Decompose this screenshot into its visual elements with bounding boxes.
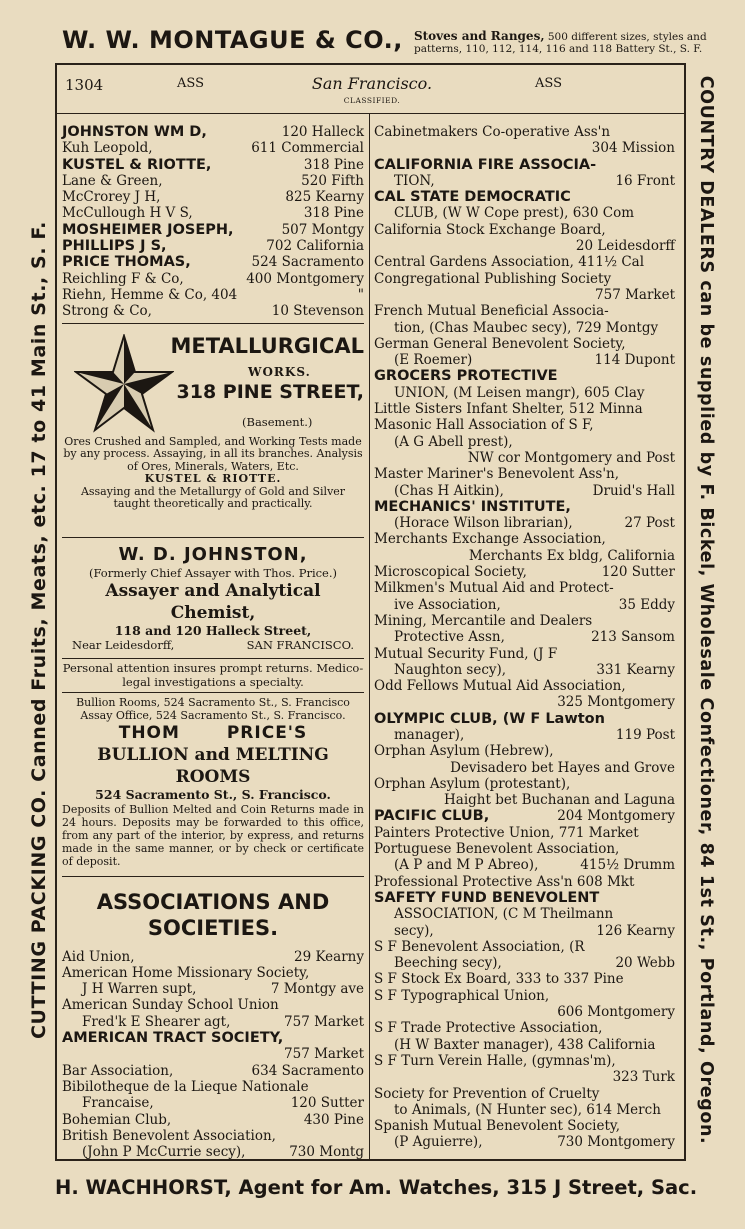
entry-address: 611 Commercial bbox=[251, 140, 364, 157]
directory-entry bbox=[62, 271, 364, 287]
entry-name: Protective Assn, bbox=[394, 629, 505, 646]
association-entry bbox=[374, 336, 675, 369]
entry-line: Orphan Asylum (protestant), bbox=[374, 775, 571, 792]
entry-address: Devisadero bet Hayes and Grove bbox=[450, 759, 675, 776]
entry-address: 323 Turk bbox=[612, 1069, 675, 1086]
bottom-advertisement: H. WACHHORST, Agent for Am. Watches, 315 J Street, Sac. bbox=[55, 1176, 698, 1199]
ad-separator bbox=[62, 537, 364, 538]
directory-entry bbox=[62, 222, 364, 238]
entry-line bbox=[374, 483, 675, 499]
entry-line: Congregational Publishing Society bbox=[374, 270, 612, 287]
entry-name: secy), bbox=[394, 922, 434, 939]
entry-line: S F Turn Verein Halle, (gymnas'm), bbox=[374, 1052, 616, 1069]
entry-line: MECHANICS' INSTITUTE, bbox=[374, 498, 571, 515]
entry-line bbox=[374, 564, 675, 580]
association-entry bbox=[374, 874, 675, 890]
association-entry bbox=[374, 971, 675, 987]
left-directory-list bbox=[62, 124, 364, 320]
entry-line bbox=[374, 857, 675, 873]
entry-name: Lane & Green, bbox=[62, 172, 163, 189]
entry-line bbox=[374, 727, 675, 743]
entry-line bbox=[374, 1134, 675, 1150]
entry-line: Cabinetmakers Co-operative Ass'n bbox=[374, 124, 611, 140]
association-entry bbox=[62, 1063, 364, 1079]
header-classified: CLASSIFIED. bbox=[343, 96, 401, 105]
johnston-role: Assayer and Analytical Chemist, bbox=[105, 580, 321, 623]
johnston-note: Personal attention insures prompt returns. Medico-legal investigations a specialty. bbox=[62, 660, 364, 689]
entry-address: 10 Stevenson bbox=[271, 303, 364, 320]
johnston-title: W. D. JOHNSTON, bbox=[118, 543, 308, 565]
entry-line: to Animals, (N Hunter sec), 614 Merch bbox=[394, 1101, 661, 1118]
right-column bbox=[374, 124, 675, 1151]
entry-name: (John P McCurrie secy), bbox=[82, 1144, 246, 1161]
association-entry bbox=[374, 580, 675, 613]
association-entry bbox=[62, 1112, 364, 1128]
header-city: San Francisco. bbox=[311, 74, 433, 93]
entry-address: 126 Kearny bbox=[596, 922, 675, 939]
entry-name: Fred'k E Shearer agt, bbox=[82, 1013, 231, 1030]
association-entry bbox=[374, 254, 675, 270]
directory-entry bbox=[62, 254, 364, 270]
association-entry bbox=[374, 417, 675, 466]
johnston-near: Near Leidesdorff, bbox=[72, 637, 175, 652]
entry-address: 120 Sutter bbox=[601, 564, 675, 581]
entry-line bbox=[374, 515, 675, 531]
entry-address: Druid's Hall bbox=[592, 482, 675, 499]
association-entry bbox=[374, 401, 675, 417]
entry-address: 634 Sacramento bbox=[251, 1062, 364, 1079]
association-entry bbox=[374, 825, 675, 841]
entry-line bbox=[374, 629, 675, 645]
entry-line: Society for Prevention of Cruelty bbox=[374, 1085, 600, 1102]
entry-line: American Sunday School Union bbox=[62, 997, 279, 1014]
entry-line: Milkmen's Mutual Aid and Protect- bbox=[374, 580, 614, 597]
entry-name: (E Roemer) bbox=[394, 352, 473, 369]
entry-line: Painters Protective Union, 771 Market bbox=[374, 824, 639, 841]
entry-name: Aid Union, bbox=[62, 948, 135, 965]
entry-address: 331 Kearny bbox=[596, 661, 675, 678]
entry-line: SAFETY FUND BENEVOLENT bbox=[374, 889, 600, 906]
association-entry bbox=[374, 841, 675, 874]
association-entry bbox=[374, 678, 675, 711]
price-subtitle: BULLION and MELTING ROOMS bbox=[97, 744, 329, 787]
left-association-list bbox=[62, 949, 364, 1161]
price-ad bbox=[62, 696, 364, 868]
header-guide-left: ASS bbox=[177, 76, 204, 91]
entry-line: Bibilotheque de la Lieque Nationale bbox=[62, 1078, 309, 1095]
left-column bbox=[62, 124, 364, 1160]
top-advertisement bbox=[62, 26, 707, 62]
entry-line bbox=[62, 1112, 364, 1128]
association-entry bbox=[374, 368, 675, 401]
entry-address: 7 Montgy ave bbox=[270, 981, 364, 998]
entry-line: UNION, (M Leisen mangr), 605 Clay bbox=[394, 384, 645, 401]
entry-line: (H W Baxter manager), 438 California bbox=[394, 1036, 656, 1053]
entry-name: Naughton secy), bbox=[394, 661, 507, 678]
johnston-street: 118 and 120 Halleck Street, bbox=[114, 622, 312, 638]
column-divider bbox=[369, 113, 370, 1159]
montague-details bbox=[414, 30, 707, 55]
entry-address: 16 Front bbox=[615, 172, 675, 189]
side-advertisement-right: COUNTRY DEALERS can be supplied by F. Bickel, Wholesale Confectioner, 84 1st St., Portland, Oregon. bbox=[696, 75, 716, 1145]
entry-line: Merchants Exchange Association, bbox=[374, 531, 606, 548]
directory-entry bbox=[62, 140, 364, 156]
directory-entry bbox=[62, 238, 364, 254]
metallurgical-title: METALLURGICAL bbox=[170, 333, 364, 358]
entry-address: 825 Kearny bbox=[285, 189, 364, 206]
entry-address: NW cor Montgomery and Post bbox=[467, 449, 675, 466]
entry-name: Kuh Leopold, bbox=[62, 140, 153, 157]
ad-separator bbox=[62, 692, 364, 693]
association-entry bbox=[374, 743, 675, 776]
association-entry bbox=[62, 997, 364, 1030]
entry-line bbox=[62, 981, 364, 997]
montague-bold: Stoves and Ranges, bbox=[413, 29, 545, 43]
entry-line: Little Sisters Infant Shelter, 512 Minna bbox=[374, 401, 643, 418]
entry-address: 757 Market bbox=[284, 1046, 364, 1063]
entry-name: (P Aguierre), bbox=[394, 1134, 483, 1151]
entry-line: ASSOCIATION, (C M Theilmann bbox=[394, 906, 614, 923]
entry-address: 20 Leidesdorff bbox=[575, 238, 675, 255]
entry-line: S F Trade Protective Association, bbox=[374, 1020, 603, 1037]
entry-line: AMERICAN TRACT SOCIETY, bbox=[62, 1030, 284, 1047]
entry-line: (A G Abell prest), bbox=[394, 433, 513, 450]
entry-line: Mutual Security Fund, (J F bbox=[374, 645, 558, 662]
association-entry bbox=[374, 646, 675, 679]
entry-address: 325 Montgomery bbox=[557, 694, 675, 711]
entry-line: Spanish Mutual Benevolent Society, bbox=[374, 1118, 621, 1135]
entry-address: 119 Post bbox=[615, 726, 675, 743]
section-heading: ASSOCIATIONS AND SOCIETIES. bbox=[96, 889, 330, 940]
header-guide-right: ASS bbox=[535, 76, 562, 91]
entry-line: California Stock Exchange Board, bbox=[374, 221, 606, 238]
entry-address: 27 Post bbox=[624, 515, 675, 532]
entry-line: Master Mariner's Benevolent Ass'n, bbox=[374, 466, 620, 483]
association-entry bbox=[374, 124, 675, 157]
entry-line bbox=[374, 923, 675, 939]
entry-address: 415½ Drumm bbox=[580, 857, 675, 874]
johnston-location bbox=[62, 638, 364, 652]
entry-line bbox=[62, 949, 364, 965]
star-icon bbox=[74, 334, 174, 434]
entry-name: J H Warren supt, bbox=[82, 981, 197, 998]
entry-line: CALIFORNIA FIRE ASSOCIA- bbox=[374, 156, 597, 173]
entry-line: Masonic Hall Association of S F, bbox=[374, 417, 594, 434]
entry-line bbox=[374, 955, 675, 971]
entry-line: Portuguese Benevolent Association, bbox=[374, 841, 620, 858]
entry-address: 318 Pine bbox=[303, 156, 364, 173]
entry-name: MOSHEIMER JOSEPH, bbox=[62, 221, 234, 238]
entry-address: 20 Webb bbox=[615, 955, 675, 972]
entry-name: Bar Association, bbox=[62, 1062, 174, 1079]
page-header bbox=[57, 70, 684, 108]
entry-address: 318 Pine bbox=[303, 205, 364, 222]
association-entry bbox=[374, 776, 675, 809]
entry-name: JOHNSTON WM D, bbox=[62, 124, 207, 140]
association-entry bbox=[374, 222, 675, 255]
association-entry bbox=[374, 189, 675, 222]
association-entry bbox=[374, 564, 675, 580]
association-entry bbox=[374, 303, 675, 336]
entry-name: (A P and M P Abreo), bbox=[394, 857, 539, 874]
entry-name: PRICE THOMAS, bbox=[62, 254, 191, 271]
price-address: 524 Sacramento St., S. Francisco. bbox=[95, 786, 331, 802]
association-entry bbox=[374, 808, 675, 824]
entry-address: Merchants Ex bldg, California bbox=[468, 547, 675, 564]
entry-name: KUSTEL & RIOTTE, bbox=[62, 156, 212, 173]
entry-address: 120 Halleck bbox=[281, 124, 364, 140]
entry-name: Francaise, bbox=[82, 1095, 154, 1112]
entry-address: " bbox=[357, 286, 364, 303]
association-entry bbox=[374, 939, 675, 972]
entry-address: 120 Sutter bbox=[290, 1095, 364, 1112]
entry-name: Bohemian Club, bbox=[62, 1111, 172, 1128]
entry-line bbox=[62, 1014, 364, 1030]
association-entry bbox=[374, 1086, 675, 1119]
entry-address: 730 Montg bbox=[289, 1144, 364, 1161]
entry-line: CLUB, (W W Cope prest), 630 Com bbox=[394, 205, 635, 222]
metallurgical-basement: (Basement.) bbox=[242, 414, 313, 429]
entry-line: French Mutual Beneficial Associa- bbox=[374, 303, 609, 320]
entry-address: 430 Pine bbox=[303, 1111, 364, 1128]
entry-address: 507 Montgy bbox=[281, 221, 364, 238]
entry-line bbox=[374, 173, 675, 189]
entry-line: German General Benevolent Society, bbox=[374, 335, 626, 352]
entry-address: 730 Montgomery bbox=[557, 1134, 675, 1151]
entry-line bbox=[374, 352, 675, 368]
directory-entry bbox=[62, 189, 364, 205]
metallurgical-text1: Ores Crushed and Sampled, and Working Tests made by any process. Assaying, in all its branches. Analysis of Ores, Minerals, Waters, Etc. bbox=[63, 434, 363, 473]
association-entry bbox=[374, 1118, 675, 1151]
entry-address: 213 Sansom bbox=[591, 629, 675, 646]
association-entry bbox=[374, 613, 675, 646]
johnston-former: (Formerly Chief Assayer with Thos. Price.) bbox=[88, 565, 338, 580]
entry-line: S F Typographical Union, bbox=[374, 987, 550, 1004]
entry-line: Orphan Asylum (Hebrew), bbox=[374, 743, 554, 760]
association-entry bbox=[374, 988, 675, 1021]
directory-entry bbox=[62, 287, 364, 303]
entry-address: 114 Dupont bbox=[594, 352, 675, 369]
entry-address: 520 Fifth bbox=[301, 172, 364, 189]
association-entry bbox=[374, 1053, 675, 1086]
association-entry bbox=[374, 157, 675, 190]
entry-name: McCrorey J H, bbox=[62, 189, 161, 206]
header-rule bbox=[57, 113, 684, 114]
entry-line: tion, (Chas Maubec secy), 729 Montgy bbox=[394, 319, 659, 336]
page-number: 1304 bbox=[65, 76, 104, 94]
entry-address: 757 Market bbox=[595, 286, 675, 303]
price-body: Deposits of Bullion Melted and Coin Returns made in 24 hours. Deposits may be forwarded to this office, from any part of the interior, by express, and returns made in the same manner, or by check or certificate of deposit. bbox=[62, 802, 364, 868]
entry-address: 35 Eddy bbox=[618, 596, 675, 613]
entry-address: 702 California bbox=[266, 238, 364, 255]
entry-name: McCullough H V S, bbox=[62, 205, 193, 222]
entry-address: 29 Kearny bbox=[293, 948, 364, 965]
entry-address: 304 Mission bbox=[591, 140, 675, 157]
directory-entry bbox=[62, 303, 364, 319]
price-line2: Assay Office, 524 Sacramento St., S. Francisco. bbox=[80, 708, 346, 722]
association-entry bbox=[62, 1030, 364, 1063]
metallurgical-body bbox=[62, 436, 364, 511]
entry-line: American Home Missionary Society, bbox=[62, 964, 310, 981]
association-entry bbox=[374, 271, 675, 304]
price-line1: Bullion Rooms, 524 Sacramento St., S. Francisco bbox=[76, 695, 350, 709]
association-entry bbox=[62, 965, 364, 998]
entry-line: CAL STATE DEMOCRATIC bbox=[374, 189, 571, 206]
right-association-list bbox=[374, 124, 675, 1151]
entry-line: Odd Fellows Mutual Aid Association, bbox=[374, 678, 626, 695]
entry-line: OLYMPIC CLUB, (W F Lawton bbox=[374, 710, 605, 727]
metallurgical-works: WORKS. bbox=[248, 364, 311, 379]
entry-address: 757 Market bbox=[284, 1013, 364, 1030]
entry-line bbox=[374, 597, 675, 613]
metallurgical-text2: Assaying and the Metallurgy of Gold and Silver taught theoretically and practically. bbox=[80, 484, 346, 511]
association-entry bbox=[62, 1128, 364, 1161]
association-entry bbox=[62, 949, 364, 965]
entry-address: 400 Montgomery bbox=[246, 270, 364, 287]
entry-name: Strong & Co, bbox=[62, 303, 152, 320]
directory-entry bbox=[62, 157, 364, 173]
directory-entry bbox=[62, 173, 364, 189]
entry-name: PHILLIPS J S, bbox=[62, 238, 167, 255]
entry-name: (Horace Wilson librarian), bbox=[394, 515, 573, 532]
entry-address: 524 Sacramento bbox=[251, 254, 364, 271]
association-entry bbox=[62, 1079, 364, 1112]
entry-name: Riehn, Hemme & Co, 404 bbox=[62, 286, 238, 303]
entry-name: TION, bbox=[394, 172, 435, 189]
johnston-city: SAN FRANCISCO. bbox=[246, 637, 354, 652]
entry-address: 606 Montgomery bbox=[557, 1004, 675, 1021]
johnston-ad bbox=[62, 544, 364, 689]
association-entry bbox=[374, 711, 675, 744]
entry-line: GROCERS PROTECTIVE bbox=[374, 368, 558, 385]
directory-entry bbox=[62, 205, 364, 221]
association-entry bbox=[374, 1020, 675, 1053]
entry-line: Mining, Mercantile and Dealers bbox=[374, 612, 593, 629]
association-entry bbox=[374, 531, 675, 564]
entry-address: Haight bet Buchanan and Laguna bbox=[444, 792, 675, 809]
montague-line2: patterns, 110, 112, 114, 116 and 118 Battery St., S. F. bbox=[413, 43, 703, 55]
side-advertisement-left: CUTTING PACKING CO. Canned Fruits, Meats, etc. 17 to 41 Main St., S. F. bbox=[28, 221, 50, 1039]
association-entry bbox=[374, 499, 675, 532]
entry-line: S F Benevolent Association, (R bbox=[374, 938, 585, 955]
entry-name: Beeching secy), bbox=[394, 955, 502, 972]
entry-line bbox=[62, 1063, 364, 1079]
ad-separator bbox=[62, 323, 364, 324]
entry-line: Central Gardens Association, 411½ Cal bbox=[374, 254, 645, 271]
entry-name: PACIFIC CLUB, bbox=[374, 808, 490, 825]
entry-line: Professional Protective Ass'n 608 Mkt bbox=[374, 873, 635, 890]
metallurgical-ad bbox=[62, 334, 364, 534]
ad-separator bbox=[62, 876, 364, 877]
entry-name: (Chas H Aitkin), bbox=[394, 482, 504, 499]
entry-name: Microscopical Society, bbox=[374, 564, 527, 581]
entry-line bbox=[374, 808, 675, 824]
montague-line1: 500 different sizes, styles and bbox=[547, 31, 707, 43]
entry-line: S F Stock Ex Board, 333 to 337 Pine bbox=[374, 971, 624, 988]
metallurgical-address: 318 PINE STREET, bbox=[176, 380, 364, 403]
metallurgical-firm: KUSTEL & RIOTTE. bbox=[144, 472, 282, 486]
entry-address: 204 Montgomery bbox=[557, 808, 675, 825]
entry-name: manager), bbox=[394, 726, 465, 743]
association-entry bbox=[374, 466, 675, 499]
entry-line: British Benevolent Association, bbox=[62, 1127, 276, 1144]
association-entry bbox=[374, 890, 675, 939]
entry-line bbox=[62, 1144, 364, 1160]
montague-name: W. W. MONTAGUE & CO., bbox=[62, 26, 403, 54]
entry-line bbox=[374, 662, 675, 678]
entry-line bbox=[62, 1095, 364, 1111]
price-title: THOM PRICE'S bbox=[118, 722, 308, 743]
entry-name: ive Association, bbox=[394, 596, 501, 613]
entry-name: Reichling F & Co, bbox=[62, 270, 184, 287]
directory-entry bbox=[62, 124, 364, 140]
